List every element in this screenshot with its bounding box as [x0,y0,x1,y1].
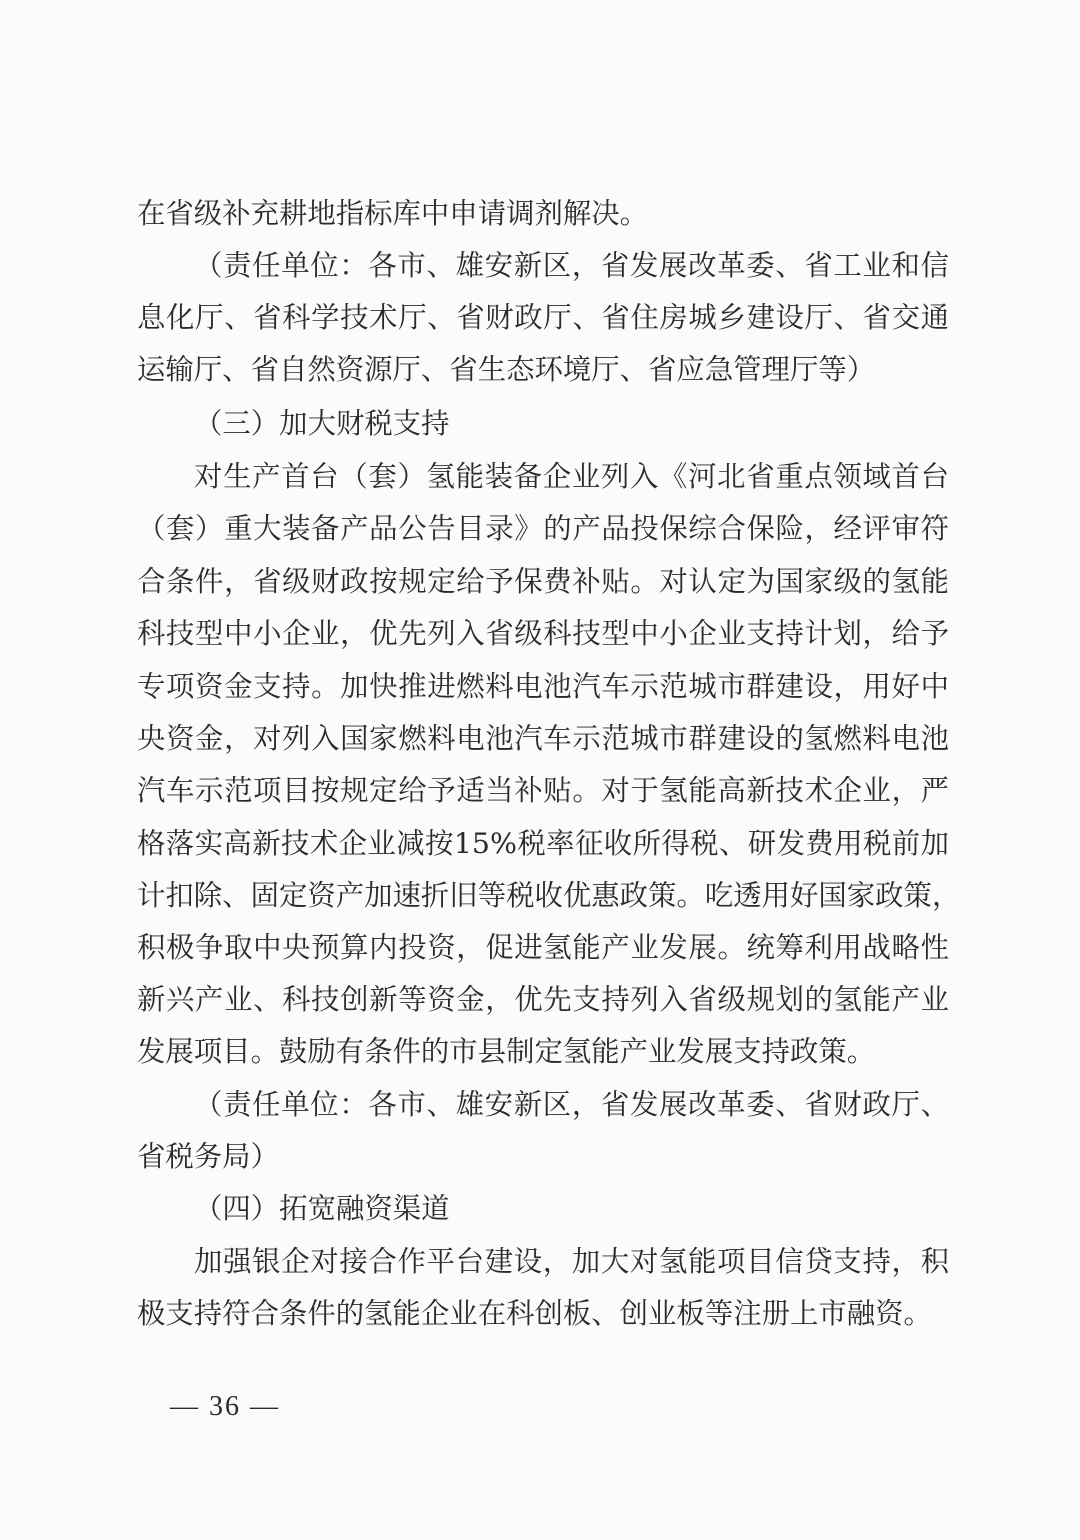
text-line-9: 科技型中小企业，优先列入省级科技型中小企业支持计划，给予 [137,617,949,650]
text-line-16: 新兴产业、科技创新等资金，优先支持列入省级规划的氢能产业 [137,983,949,1016]
text-line-6: 对生产首台（套）氢能装备企业列入《河北省重点领域首台 [194,460,949,493]
text-line-11: 央资金，对列入国家燃料电池汽车示范城市群建设的氢燃料电池 [137,722,949,755]
section-heading-4: （四）拓宽融资渠道 [194,1192,450,1225]
text-line-8: 合条件，省级财政按规定给予保费补贴。对认定为国家级的氢能 [137,565,949,598]
text-line-7: （套）重大装备产品公告目录》的产品投保综合保险，经评审符 [137,512,949,545]
text-line-4: 运输厅、省自然资源厅、省生态环境厅、省应急管理厅等） [137,353,876,386]
text-line-21: 加强银企对接合作平台建设，加大对氢能项目信贷支持，积 [194,1245,949,1278]
text-line-1: 在省级补充耕地指标库中申请调剂解决。 [137,197,649,230]
text-line-19: 省税务局） [137,1140,279,1173]
text-line-13: 格落实高新技术企业减按15%税率征收所得税、研发费用税前加 [137,827,949,860]
text-line-18: （责任单位：各市、雄安新区，省发展改革委、省财政厅、 [194,1088,949,1121]
page-number: — 36 — [170,1391,280,1422]
text-line-17: 发展项目。鼓励有条件的市县制定氢能产业发展支持政策。 [137,1035,876,1068]
text-line-15: 积极争取中央预算内投资，促进氢能产业发展。统筹利用战略性 [137,931,949,964]
text-line-22: 极支持符合条件的氢能企业在科创板、创业板等注册上市融资。 [137,1297,932,1330]
text-line-14: 计扣除、固定资产加速折旧等税收优惠政策。吃透用好国家政策， [137,879,961,912]
text-line-12: 汽车示范项目按规定给予适当补贴。对于氢能高新技术企业，严 [137,774,949,807]
section-heading-3: （三）加大财税支持 [194,407,450,440]
text-line-2: （责任单位：各市、雄安新区，省发展改革委、省工业和信 [194,249,949,282]
text-line-3: 息化厅、省科学技术厅、省财政厅、省住房城乡建设厅、省交通 [137,301,949,334]
text-line-10: 专项资金支持。加快推进燃料电池汽车示范城市群建设，用好中 [137,670,949,703]
